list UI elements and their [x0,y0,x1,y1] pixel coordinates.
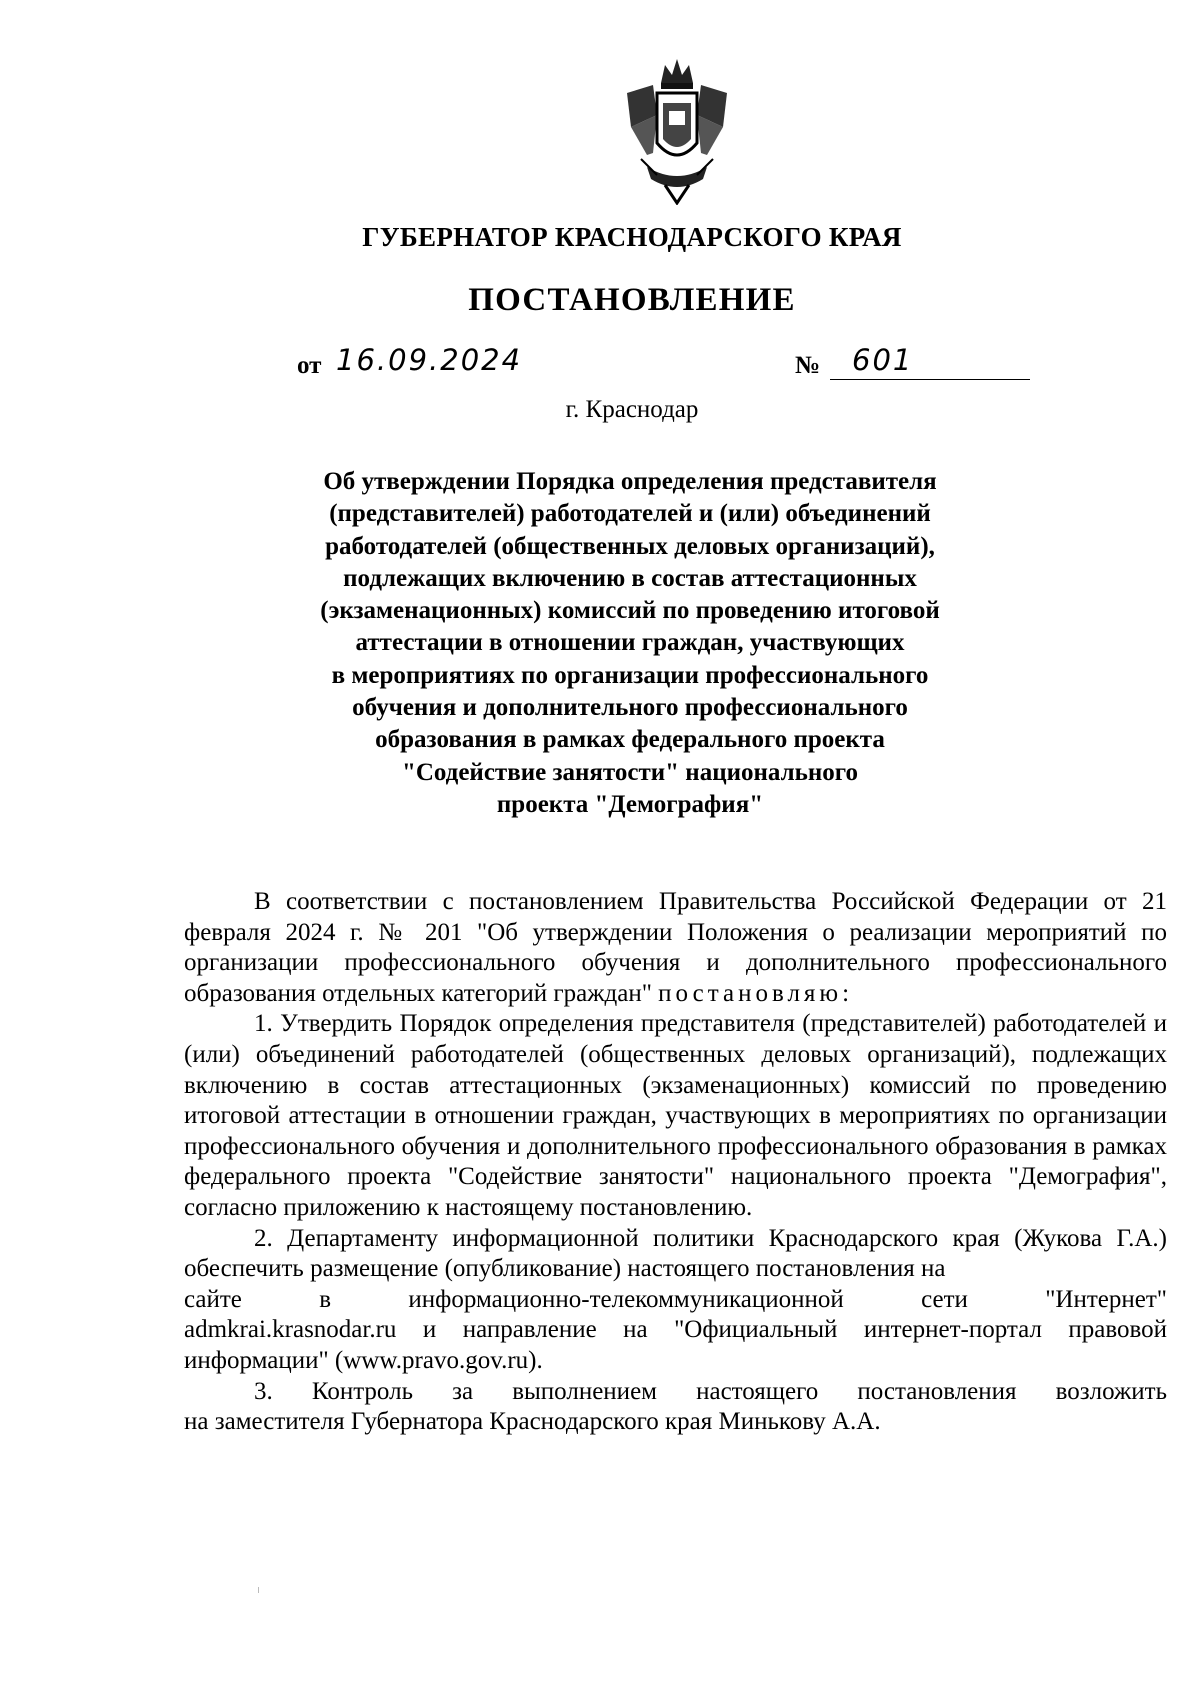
item-2-paragraph-start: 2. Департаменту информационной политики Краснодарского края (Жукова Г.А.) обеспечить размещение (опубликование) настоящего постановления на [184,1224,1167,1283]
resolve-keyword: постановляю: [658,979,854,1007]
document-type: ПОСТАНОВЛЕНИЕ [468,282,796,318]
title-line: "Содействие занятости" национального [401,758,859,786]
issuing-authority: ГУБЕРНАТОР КРАСНОДАРСКОГО КРАЯ [362,222,902,252]
preamble-paragraph [184,887,1167,1009]
title-line: (экзаменационных) комиссий по проведению итоговой [320,597,940,625]
coat-of-arms-emblem [617,55,737,205]
city-line: г. Краснодар [565,396,699,423]
title-line: проекта "Демография" [496,790,764,818]
document-title [240,466,1020,821]
title-line: Об утверждении Порядка определения представителя [323,468,937,495]
title-line: аттестации в отношении граждан, участвующих [355,629,905,657]
item-1-paragraph: 1. Утвердить Порядок определения представителя (представителей) работодателей и (или) объединений работодателей (общественных деловых организаций), подлежащих включению в состав аттестационных (экзаменационных) комиссий по проведению итоговой аттестации в отношении граждан, участвующих в мероприятиях по организации профессионального обучения и дополнительного профессионального образования в рамках федерального проекта "Содействие занятости" национального проекта "Демография", согласно приложению к настоящему постановлению. [184,1010,1167,1221]
scan-artifact [258,1587,259,1593]
number-label: № [795,352,821,379]
date-prefix: от [297,352,322,379]
title-line: обучения и дополнительного профессионального [352,694,908,722]
preamble-text: В соответствии с постановлением Правительства Российской Федерации от 21 февраля 2024 г. № 201 "Об утверждении Положения о реализации мероприятий по организации профессионального обучения и дополнительного профессионального образования отдельных категорий граждан" [184,888,1167,1007]
document-body [184,887,1167,1438]
title-line: в мероприятиях по организации профессионального [331,661,929,689]
title-line: образования в рамках федерального проекта [375,726,885,754]
item-3-paragraph-start: 3. Контроль за выполнением настоящего постановления возложить [254,1377,1167,1405]
item-2-paragraph-justified-line: сайте в информационно-телекоммуникационной сети "Интернет" [184,1285,1167,1313]
handwritten-number: 601 [852,343,914,377]
item-3-paragraph-end: на заместителя Губернатора Краснодарского края Минькову А.А. [184,1408,881,1436]
handwritten-date: 16.09.2024 [336,343,523,377]
title-line: (представителей) работодателей и (или) объединений [329,500,931,528]
title-line: подлежащих включению в состав аттестационных [343,564,917,592]
item-2-paragraph-end: admkrai.krasnodar.ru и направление на "Официальный интернет-портал правовой информации" (www.pravo.gov.ru). [184,1316,1167,1374]
number-underline [830,379,1030,380]
title-line: работодателей (общественных деловых организаций), [325,532,935,560]
